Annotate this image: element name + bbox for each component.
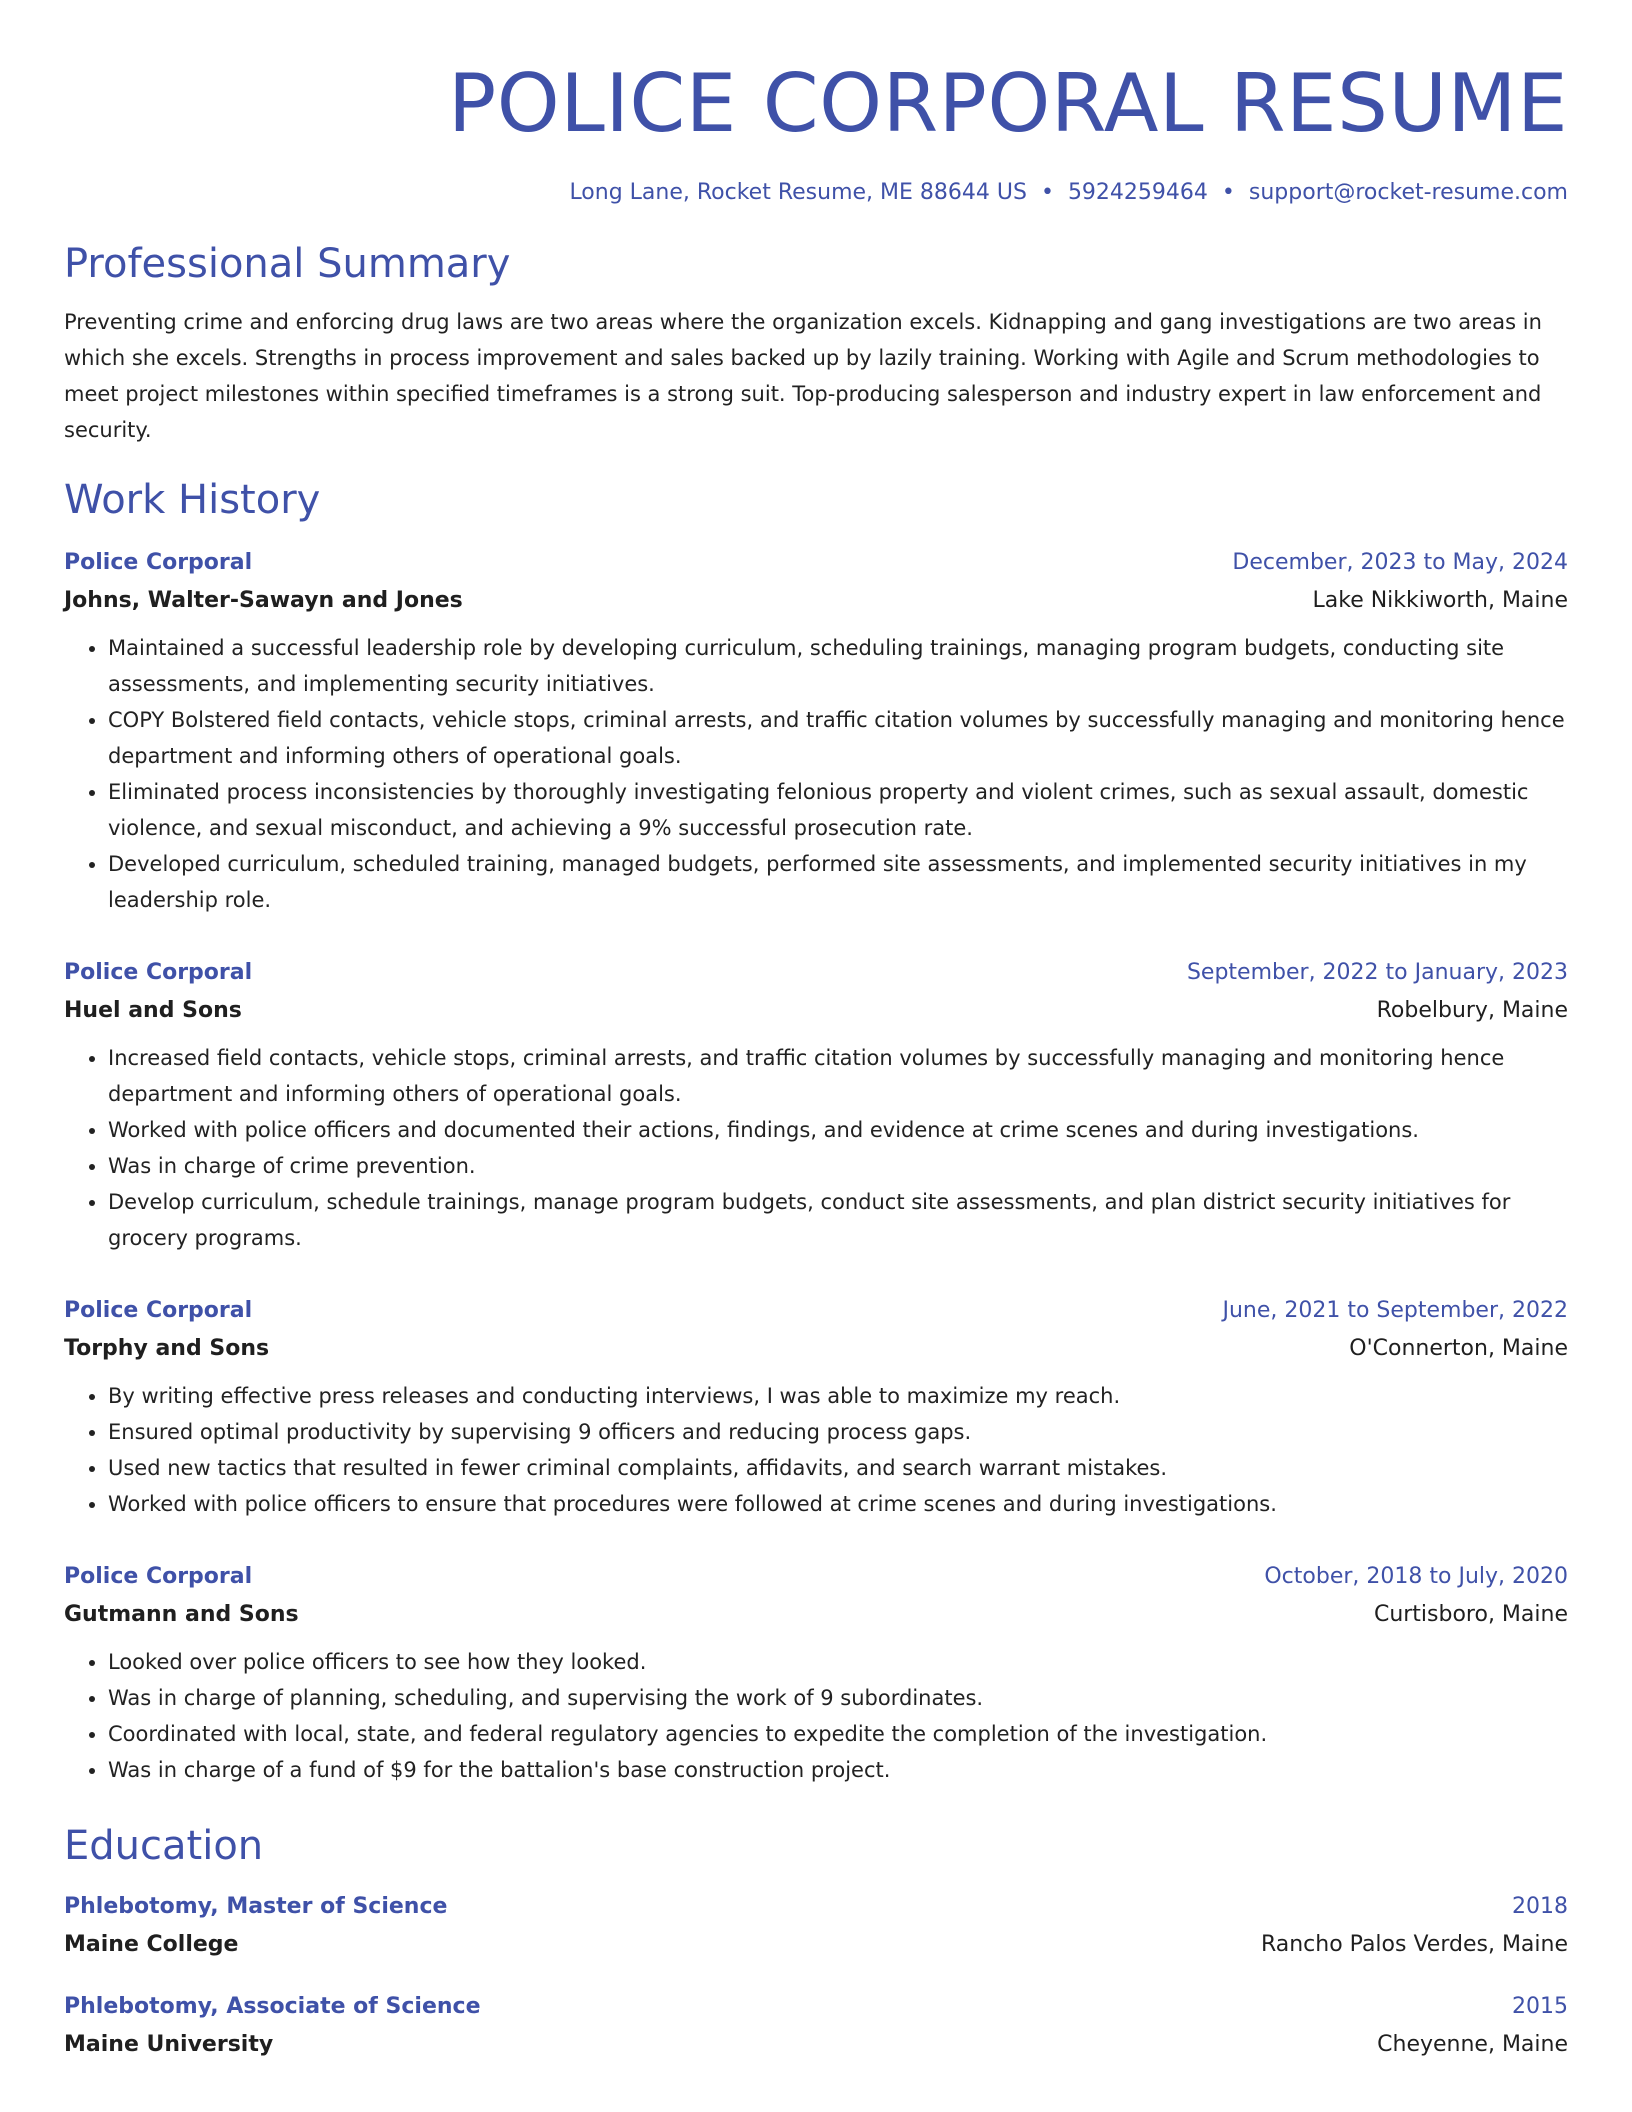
job-bullet: • Worked with police officers to ensure that procedures were followed at crime scenes and during investigations.: [108, 1486, 1568, 1522]
resume-title: POLICE CORPORAL RESUME: [448, 57, 1568, 150]
job-dates: December, 2023 to May, 2024: [1232, 550, 1568, 575]
job-bullet: • Eliminated process inconsistencies by thoroughly investigating felonious property and violent crimes, such as sexual assault, domestic violence, and sexual misconduct, and achieving a 9% successful prosecution rate.: [108, 774, 1568, 846]
work-history-heading: Work History: [64, 477, 321, 523]
job-bullet: • COPY Bolstered field contacts, vehicle stops, criminal arrests, and traffic citation volumes by successfully managing and monitoring hence department and informing others of operational goals.: [108, 702, 1568, 774]
job-bullet: • Maintained a successful leadership role by developing curriculum, scheduling trainings, managing program budgets, conducting site assessments, and implementing security initiatives.: [108, 630, 1568, 702]
resume-header: [64, 54, 1568, 208]
job-company: Johns, Walter-Sawayn and Jones: [64, 588, 463, 613]
job-bullet: • Worked with police officers and documented their actions, findings, and evidence at crime scenes and during investigations.: [108, 1112, 1568, 1148]
job-entry: [64, 1562, 1568, 1788]
job-bullet: • By writing effective press releases and conducting interviews, I was able to maximize my reach.: [108, 1378, 1568, 1414]
job-title: Police Corporal: [64, 550, 253, 575]
job-title: Police Corporal: [64, 960, 253, 985]
education-degree: Phlebotomy, Associate of Science: [64, 1994, 481, 2019]
job-title: Police Corporal: [64, 1298, 253, 1323]
job-location: Lake Nikkiworth, Maine: [1312, 588, 1568, 613]
education-school: Maine College: [64, 1932, 239, 1957]
education-entry: [64, 1892, 1568, 1960]
job-company: Huel and Sons: [64, 998, 242, 1023]
education-year: 2015: [1512, 1994, 1568, 2019]
job-location: Curtisboro, Maine: [1373, 1602, 1568, 1627]
job-bullet: • Developed curriculum, scheduled training, managed budgets, performed site assessments, and implemented security initiatives in my leadership role.: [108, 846, 1568, 918]
job-bullet: • Used new tactics that resulted in fewer criminal complaints, affidavits, and search warrant mistakes.: [108, 1450, 1568, 1486]
job-bullet: • Coordinated with local, state, and federal regulatory agencies to expedite the completion of the investigation.: [108, 1716, 1568, 1752]
job-bullet: • Was in charge of a fund of $9 for the battalion's base construction project.: [108, 1752, 1568, 1788]
education-location: Cheyenne, Maine: [1377, 2032, 1568, 2057]
job-entry: [64, 958, 1568, 1256]
contact-phone: 5924259464: [1067, 180, 1208, 205]
job-bullets: [64, 1644, 1568, 1788]
contact-address: Long Lane, Rocket Resume, ME 88644 US: [569, 180, 1027, 205]
contact-email: support@rocket-resume.com: [1248, 180, 1568, 205]
job-location: Robelbury, Maine: [1376, 998, 1568, 1023]
job-title: Police Corporal: [64, 1564, 253, 1589]
job-entry: [64, 1296, 1568, 1522]
education-year: 2018: [1512, 1894, 1568, 1919]
job-entry: [64, 548, 1568, 918]
contact-separator: •: [1040, 180, 1054, 205]
education-location: Rancho Palos Verdes, Maine: [1260, 1932, 1568, 1957]
job-company: Torphy and Sons: [64, 1336, 270, 1361]
job-bullet: • Was in charge of planning, scheduling, and supervising the work of 9 subordinates.: [108, 1680, 1568, 1716]
job-bullets: [64, 1378, 1568, 1522]
job-bullet: • Looked over police officers to see how they looked.: [108, 1644, 1568, 1680]
summary-text: Preventing crime and enforcing drug laws are two areas where the organization excels. Kidnapping and gang investigations are two areas in which she excels. Strengths in process improvement and sales backed up by lazily training. Working with Agile and Scrum methodologies to meet project milestones within specified timeframes is a strong suit. Top-producing salesperson and industry expert in law enforcement and security.: [64, 310, 1542, 442]
summary-heading: Professional Summary: [64, 241, 511, 287]
job-location: O'Connerton, Maine: [1349, 1336, 1568, 1361]
education-entry: [64, 1992, 1568, 2060]
job-dates: September, 2022 to January, 2023: [1186, 960, 1568, 985]
job-company: Gutmann and Sons: [64, 1602, 299, 1627]
job-bullet: • Was in charge of crime prevention.: [108, 1148, 1568, 1184]
job-dates: October, 2018 to July, 2020: [1264, 1564, 1568, 1589]
contact-separator: •: [1221, 180, 1235, 205]
education-degree: Phlebotomy, Master of Science: [64, 1894, 448, 1919]
job-bullets: [64, 630, 1568, 918]
job-bullet: • Increased field contacts, vehicle stops, criminal arrests, and traffic citation volumes by successfully managing and monitoring hence department and informing others of operational goals.: [108, 1040, 1568, 1112]
education-heading: Education: [64, 1823, 264, 1869]
job-bullet: • Ensured optimal productivity by supervising 9 officers and reducing process gaps.: [108, 1414, 1568, 1450]
job-bullets: [64, 1040, 1568, 1256]
job-bullet: • Develop curriculum, schedule trainings, manage program budgets, conduct site assessments, and plan district security initiatives for grocery programs.: [108, 1184, 1568, 1256]
education-school: Maine University: [64, 2032, 274, 2057]
job-dates: June, 2021 to September, 2022: [1222, 1298, 1568, 1323]
contact-line: [64, 178, 1568, 208]
